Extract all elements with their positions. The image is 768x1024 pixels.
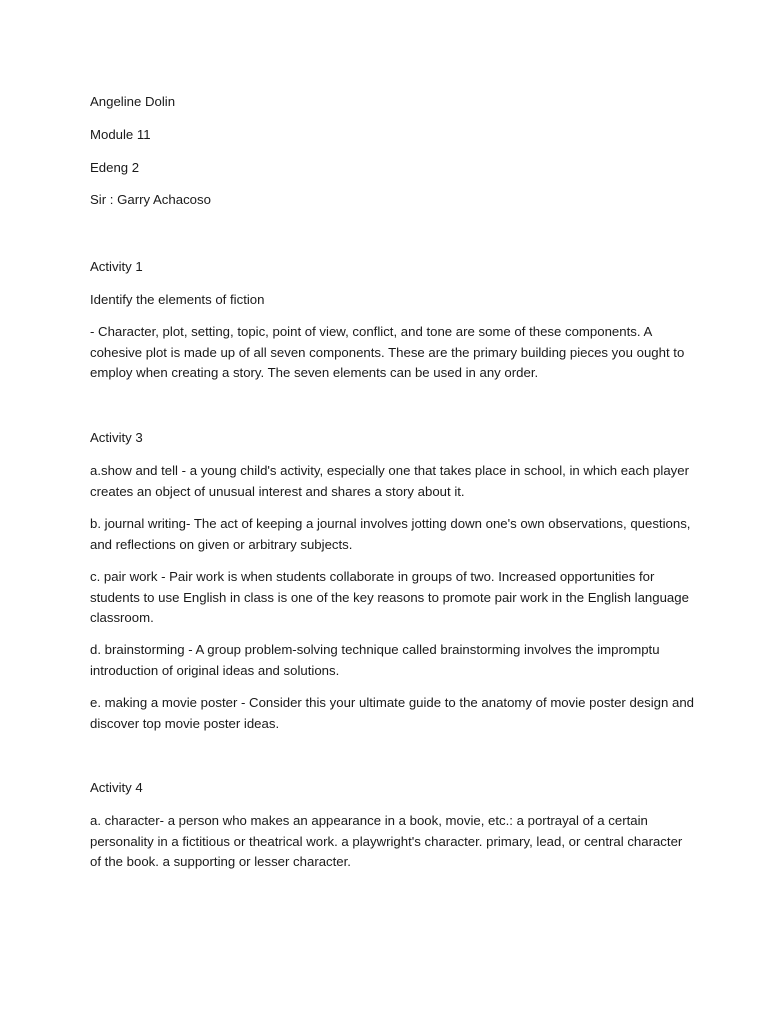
activity3-item-brainstorming [90,640,690,681]
activity1-answer-line: cohesive plot is made up of all seven components. These are the primary building pieces you ought to [90,344,685,360]
activity3-item-line: students to use English in class is one of the key reasons to promote pair work in the English language [90,589,689,605]
activity3-item-line: creates an object of unusual interest and shares a story about it. [90,483,465,499]
activity3-item-line: classroom. [90,610,154,625]
activity4-item-line: a. character- a person who makes an appearance in a book, movie, etc.: a portrayal of a certain [90,813,648,828]
activity3-item-line: d. brainstorming - A group problem-solving technique called brainstorming involves the impromptu [90,642,660,657]
activity1-answer-line: - Character, plot, setting, topic, point of view, conflict, and tone are some of these components. A [90,324,653,339]
activity3-heading: Activity 3 [90,430,143,445]
activity3-item-line: a.show and tell - a young child's activity, especially one that takes place in school, in which each player [90,463,689,478]
activity3-item-line: and reflections on given or arbitrary subjects. [90,536,353,552]
activity1-prompt: Identify the elements of fiction [90,292,265,307]
activity3-item-movie-poster [90,693,695,734]
course-label: Edeng 2 [90,160,140,175]
teacher-label: Sir : Garry Achacoso [90,192,211,207]
activity3-item-line: discover top movie poster ideas. [90,715,280,731]
activity3-item-line: c. pair work - Pair work is when students collaborate in groups of two. Increased opportunities for [90,569,655,584]
activity1-answer [90,322,690,384]
module-label: Module 11 [90,127,151,142]
activity3-item-line: b. journal writing- The act of keeping a journal involves jotting down one's own observations, questions, [90,516,691,531]
activity3-item-pair-work [90,567,690,629]
activity1-heading: Activity 1 [90,259,143,274]
activity3-item-line: introduction of original ideas and solutions. [90,662,340,678]
activity1-answer-line: employ when creating a story. The seven elements can be used in any order. [90,365,539,380]
activity3-item-journal-writing [90,514,690,555]
activity3-item-line: e. making a movie poster - Consider this your ultimate guide to the anatomy of movie poster design and [90,695,695,710]
activity4-item-line: personality in a fictitious or theatrical work. a playwright's character. primary, lead, or central character [90,833,683,849]
activity4-item-character [90,811,690,873]
activity3-item-show-and-tell [90,461,690,502]
student-name: Angeline Dolin [90,94,176,109]
activity4-heading: Activity 4 [90,780,143,795]
activity4-item-line: of the book. a supporting or lesser character. [90,854,351,869]
